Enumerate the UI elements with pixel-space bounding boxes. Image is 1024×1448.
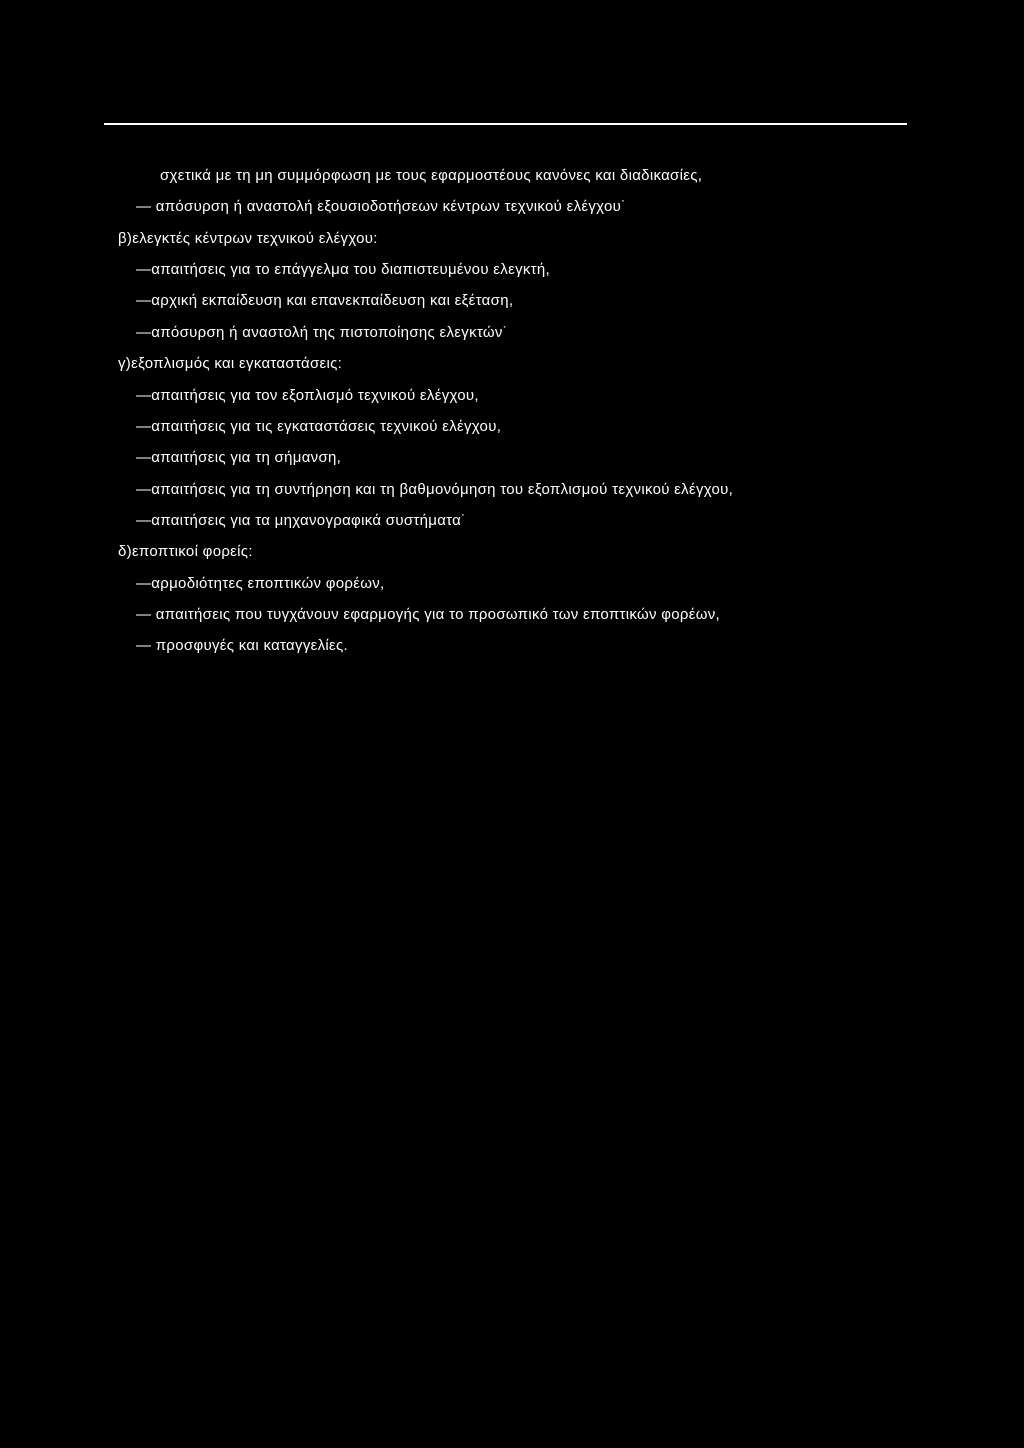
section-heading-d: δ)εποπτικοί φορείς:: [118, 543, 253, 560]
list-item: —αρχική εκπαίδευση και επανεκπαίδευση και εξέταση,: [136, 292, 514, 309]
list-item: —απόσυρση ή αναστολή της πιστοποίησης ελεγκτών˙: [136, 324, 509, 341]
top-rule: [104, 123, 907, 125]
section-heading-c: γ)εξοπλισμός και εγκαταστάσεις:: [118, 355, 343, 372]
list-item: —αρμοδιότητες εποπτικών φορέων,: [136, 575, 385, 592]
list-item: —απαιτήσεις για τη συντήρηση και τη βαθμονόμηση του εξοπλισμού τεχνικού ελέγχου,: [136, 481, 734, 498]
continuation-line: σχετικά με τη μη συμμόρφωση με τους εφαρμοστέους κανόνες και διαδικασίες,: [160, 167, 703, 184]
list-item: —απαιτήσεις για τα μηχανογραφικά συστήματα˙: [136, 512, 467, 529]
list-item: —απαιτήσεις για τον εξοπλισμό τεχνικού ελέγχου,: [136, 387, 479, 404]
list-item: —απαιτήσεις για τις εγκαταστάσεις τεχνικού ελέγχου,: [136, 418, 502, 435]
list-item: — απόσυρση ή αναστολή εξουσιοδοτήσεων κέντρων τεχνικού ελέγχου˙: [136, 198, 627, 215]
list-item: — προσφυγές και καταγγελίες.: [136, 637, 349, 654]
list-item: —απαιτήσεις για τη σήμανση,: [136, 449, 342, 466]
list-item: — απαιτήσεις που τυγχάνουν εφαρμογής για το προσωπικό των εποπτικών φορέων,: [136, 606, 720, 623]
section-heading-b: β)ελεγκτές κέντρων τεχνικού ελέγχου:: [118, 230, 378, 247]
list-item: —απαιτήσεις για το επάγγελμα του διαπιστευμένου ελεγκτή,: [136, 261, 550, 278]
